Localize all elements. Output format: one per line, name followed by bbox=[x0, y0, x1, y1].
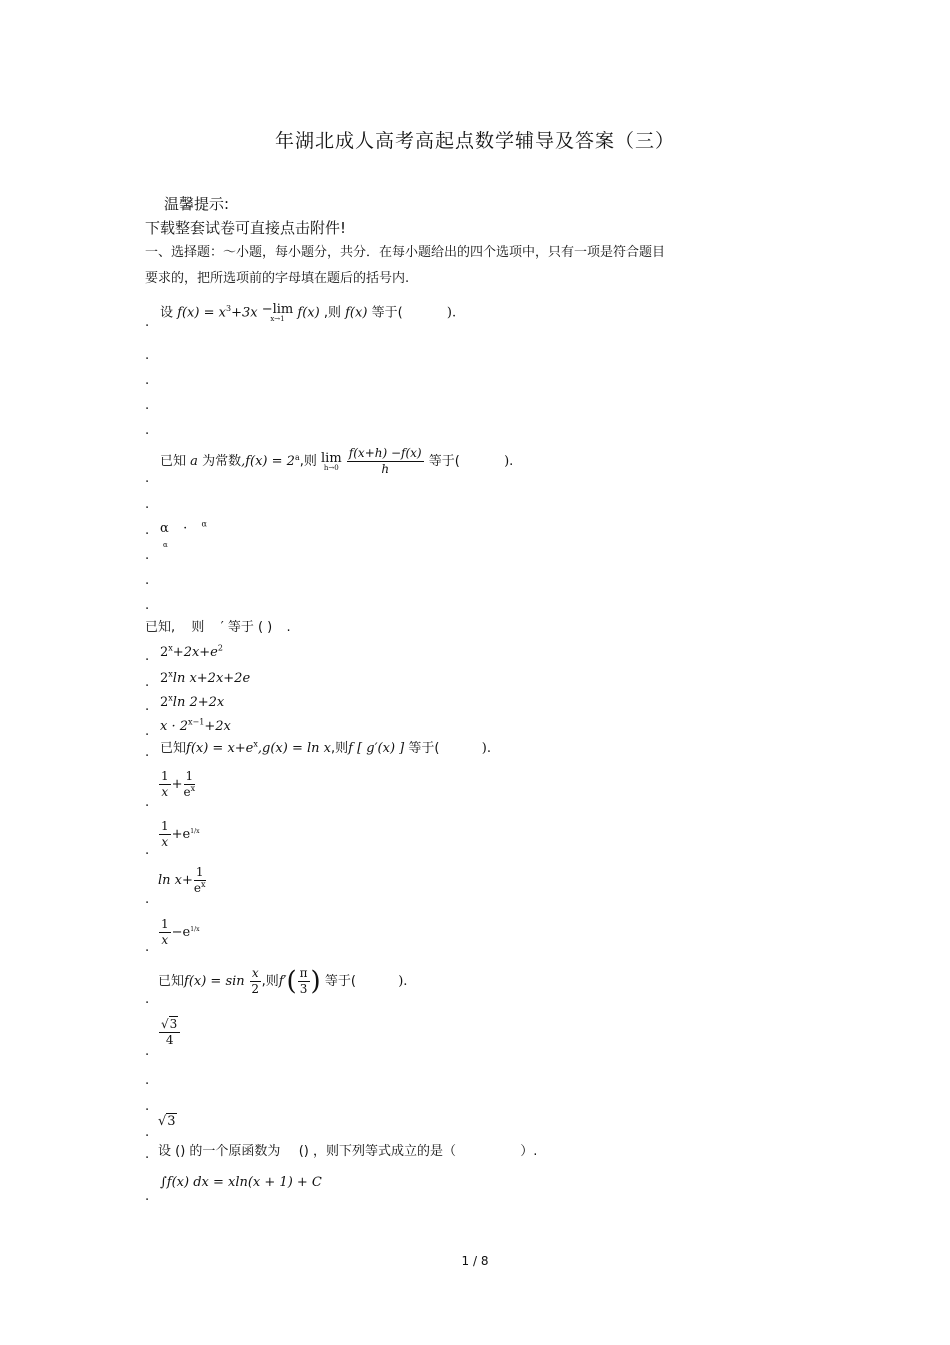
q1-x-exp: 3 bbox=[225, 304, 232, 314]
q3-text-a: 已知, bbox=[145, 620, 176, 635]
q5-option-d-bullet: . bbox=[145, 1125, 150, 1140]
q3-prime: ′ bbox=[220, 620, 224, 635]
q4-option-b: $\frac{1}{x}$ $+e^{1/x}$ bbox=[161, 819, 200, 850]
q4-d-den: x bbox=[161, 933, 169, 948]
q5-pi-den: 3 bbox=[299, 982, 308, 997]
q2-option-mid: · bbox=[183, 521, 188, 536]
q6-option-a-bullet: . bbox=[145, 1189, 150, 1204]
q4-b-num: 1 bbox=[159, 820, 171, 835]
q3-option-a-bullet: . bbox=[145, 649, 150, 664]
q5-option-d bbox=[158, 1115, 177, 1128]
q6-bullet: . bbox=[145, 1147, 150, 1162]
q4-comp: f [ g′(x) ] bbox=[348, 741, 405, 756]
q1-plus3x: +3x bbox=[231, 305, 258, 321]
q1-fx: f(x) bbox=[177, 305, 200, 321]
q2-frac-den: h bbox=[381, 462, 390, 477]
q3-text-c: 等于 bbox=[227, 620, 254, 635]
q1-fx-3: f(x) bbox=[345, 305, 368, 321]
q6-stem bbox=[158, 1145, 537, 1158]
q3-d-head: x · 2 bbox=[160, 719, 188, 734]
q3-option-b-bullet: . bbox=[145, 675, 150, 690]
q1-option-b: . bbox=[145, 373, 150, 388]
q4-option-c-bullet: . bbox=[145, 892, 150, 907]
q3-stem bbox=[145, 621, 291, 634]
q4-b-den: x bbox=[161, 835, 169, 850]
q4-option-d: $\frac{1}{x}$ $-e^{1/x}$ bbox=[161, 917, 200, 948]
q5-option-c: . bbox=[145, 1099, 150, 1114]
q5-fprime: f′ bbox=[278, 974, 287, 990]
q5-fx: f(x) = sin bbox=[184, 974, 245, 990]
q4-d-exp-num: 1 bbox=[190, 925, 195, 933]
q4-b-e: e bbox=[182, 827, 191, 843]
q5-bullet: . bbox=[145, 992, 150, 1007]
q4-fx-exp: x bbox=[253, 739, 258, 749]
q3-a-tail: +2x+e bbox=[172, 645, 218, 660]
q2-option-alpha: α bbox=[160, 521, 169, 536]
document-title: 年湖北成人高考高起点数学辅导及答案（三） bbox=[274, 130, 675, 152]
q3-c-exp: x bbox=[168, 693, 173, 703]
q1-suffix: ,则 bbox=[323, 305, 341, 321]
q3-option-c bbox=[160, 693, 225, 710]
tip-label: 温馨提示: bbox=[164, 195, 230, 213]
q5-ask: 等于( bbox=[324, 974, 356, 990]
q4-prefix: 已知 bbox=[160, 741, 187, 756]
q3-c-tail: ln 2+2x bbox=[172, 695, 225, 710]
q5-option-a bbox=[158, 1018, 181, 1047]
q4-b-exp-den: x bbox=[196, 827, 200, 835]
q3-a-tail-exp: 2 bbox=[217, 643, 223, 653]
q3-b-exp: x bbox=[168, 669, 173, 679]
q2-option-a: . bbox=[145, 497, 150, 512]
q2-option-e: . bbox=[145, 598, 150, 613]
q4-d-exp-den: x bbox=[196, 925, 200, 933]
q2-option-b-bullet: . bbox=[145, 523, 150, 538]
q5-a-radical: √ bbox=[161, 1017, 169, 1031]
q2-option-b bbox=[160, 519, 207, 536]
q4-c-den-exp: x bbox=[201, 880, 206, 890]
q2-fx: ,f(x) = 2 bbox=[241, 454, 295, 470]
q2-bullet: . bbox=[145, 471, 150, 486]
q4-a-plus: + bbox=[171, 777, 183, 793]
q5-d-sqrt: 3 bbox=[167, 1114, 176, 1129]
q1-option-d: . bbox=[145, 423, 150, 438]
q6-text-b: () ，则下列等式成立的是（ bbox=[298, 1144, 456, 1159]
q2-frac-num: f(x+h) −f(x) bbox=[347, 447, 424, 462]
q6-option-a: ∫f(x) dx = xln(x + 1) + C bbox=[160, 1175, 322, 1190]
q4-option-d-bullet: . bbox=[145, 940, 150, 955]
q2-option-sub: α bbox=[163, 541, 168, 549]
q2-formula bbox=[160, 447, 513, 476]
q2-ask: 等于( bbox=[428, 454, 460, 470]
q1-close: ). bbox=[446, 305, 457, 321]
q3-end: . bbox=[286, 620, 291, 635]
q5-option-b: . bbox=[145, 1073, 150, 1088]
q2-option-sup: α bbox=[201, 519, 207, 529]
q4-bullet: . bbox=[145, 745, 150, 760]
q3-b-tail: ln x+2x+2e bbox=[172, 671, 251, 686]
q3-option-d-bullet: . bbox=[145, 724, 150, 739]
page-number: 1 / 8 bbox=[461, 1254, 489, 1268]
q2-prefix: 已知 bbox=[160, 454, 187, 470]
q5-option-a-bullet: . bbox=[145, 1044, 150, 1059]
q4-a-den-exp: x bbox=[190, 784, 196, 794]
q2-option-d: . bbox=[145, 573, 150, 588]
download-note[interactable]: 下载整套试卷可直接点击附件! bbox=[145, 219, 347, 237]
q2-lim: lim bbox=[321, 450, 342, 466]
q1-lim: −lim bbox=[261, 302, 294, 317]
q3-option-b bbox=[160, 669, 251, 686]
q4-close: ). bbox=[481, 741, 491, 756]
q1-fx-2: f(x) bbox=[297, 305, 320, 321]
q1-lim-under: x→1 bbox=[270, 315, 285, 323]
q5-a-sqrt: 3 bbox=[169, 1017, 178, 1031]
q4-then: ,则 bbox=[331, 741, 349, 756]
q5-formula: 已知f(x) = sin $\frac{x}{2}$ ,则f′( $\frac{\pi}{3}$ ) 等于( ). bbox=[158, 966, 408, 997]
q4-a-num-1: 1 bbox=[159, 770, 171, 785]
q5-prefix: 已知 bbox=[158, 974, 185, 990]
q6-close: ）. bbox=[520, 1144, 538, 1159]
q3-d-tail: +2x bbox=[204, 719, 231, 734]
q1-eq: = bbox=[203, 305, 215, 321]
q4-a-den-e: e bbox=[183, 785, 191, 800]
q4-c-num: 1 bbox=[194, 866, 206, 881]
instructions-line-1: 一、选择题：～小题，每小题分，共分．在每小题给出的四个选项中，只有一项是符合题目 bbox=[145, 245, 666, 260]
q3-option-d bbox=[160, 717, 231, 734]
q4-d-minus: − bbox=[171, 925, 183, 941]
q1-bullet: . bbox=[145, 315, 150, 330]
q5-frac-num: x bbox=[250, 967, 261, 982]
q2-exp: a bbox=[294, 452, 300, 462]
q4-fx: f(x) = x+e bbox=[186, 741, 254, 756]
q3-option-c-bullet: . bbox=[145, 699, 150, 714]
q4-c-den-e: e bbox=[193, 881, 201, 896]
q5-frac-den: 2 bbox=[251, 982, 260, 997]
q6-text-a: 设 () 的一个原函数为 bbox=[158, 1144, 281, 1159]
q1-option-c: . bbox=[145, 398, 150, 413]
q4-d-num: 1 bbox=[159, 918, 171, 933]
q4-formula bbox=[160, 739, 491, 756]
q1-x: x bbox=[218, 305, 226, 321]
q4-option-c bbox=[158, 866, 207, 895]
q4-d-e: e bbox=[182, 925, 191, 941]
q4-c-ln: ln x+ bbox=[158, 873, 193, 889]
q3-paren: ( ) bbox=[257, 620, 273, 635]
q5-close: ). bbox=[398, 974, 408, 990]
q3-a-base: 2 bbox=[160, 645, 169, 660]
q5-a-den: 4 bbox=[165, 1033, 174, 1048]
q4-gx: ,g(x) = ln x bbox=[257, 741, 331, 756]
q5-then: ,则 bbox=[261, 974, 279, 990]
q2-then: ,则 bbox=[299, 454, 317, 470]
q3-option-a bbox=[160, 643, 223, 660]
q2-lim-under: h→0 bbox=[323, 463, 339, 472]
q3-a-exp: x bbox=[168, 643, 173, 653]
q5-pi: π bbox=[298, 967, 310, 982]
q1-formula bbox=[160, 303, 456, 323]
q2-option-c: . bbox=[145, 548, 150, 563]
q1-ask: 等于( bbox=[371, 305, 403, 321]
q3-d-exp: x−1 bbox=[188, 717, 205, 727]
q1-option-a: . bbox=[145, 348, 150, 363]
q4-ask: 等于( bbox=[408, 741, 440, 756]
q1-prefix: 设 bbox=[160, 305, 174, 321]
instructions-line-2: 要求的，把所选项前的字母填在题后的括号内. bbox=[145, 271, 410, 286]
q4-option-a-bullet: . bbox=[145, 795, 150, 810]
q4-a-den-1: x bbox=[161, 785, 169, 800]
q5-d-radical: √ bbox=[158, 1114, 167, 1129]
q3-c-base: 2 bbox=[160, 695, 169, 710]
q4-a-num-2: 1 bbox=[184, 770, 196, 785]
q3-b-base: 2 bbox=[160, 671, 169, 686]
q2-close: ). bbox=[504, 454, 514, 470]
q3-text-b: 则 bbox=[191, 620, 205, 635]
q4-option-b-bullet: . bbox=[145, 843, 150, 858]
q2-a: a bbox=[190, 454, 198, 470]
q4-b-plus: + bbox=[171, 827, 183, 843]
q2-const: 为常数 bbox=[202, 454, 242, 470]
q4-option-a bbox=[158, 770, 196, 799]
q4-b-exp-num: 1 bbox=[190, 827, 195, 835]
